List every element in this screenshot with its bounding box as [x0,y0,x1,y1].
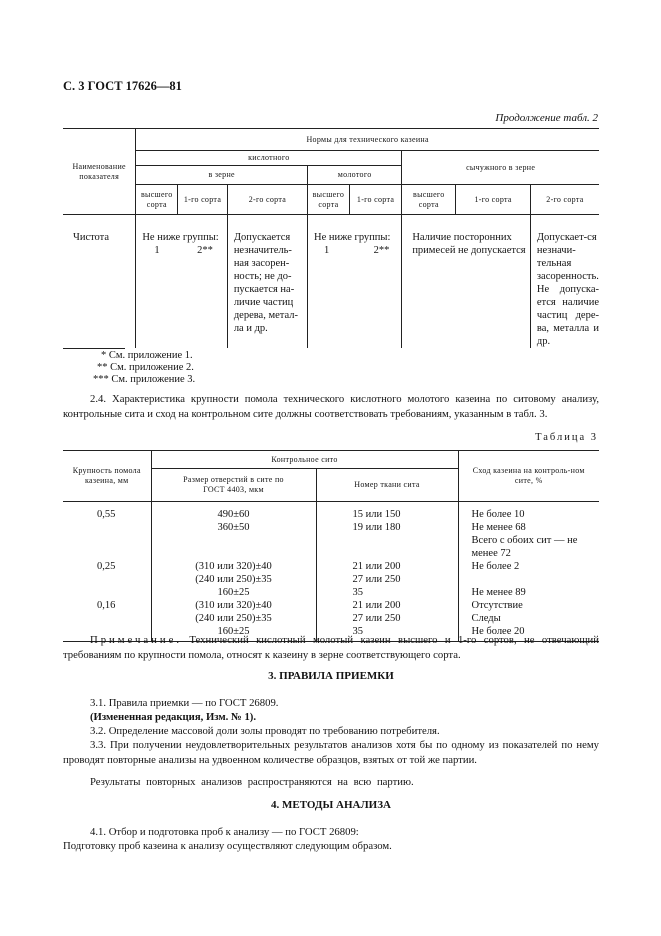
grade-2-header: 2-го сорта [530,185,599,215]
group-1: 1 [324,245,330,256]
para-results: Результаты повторных анализов распространяются на всю партию. [90,776,414,788]
group-1: 1 [154,245,160,256]
table-3-label: Таблица 3 [535,432,598,443]
table-continuation-label: Продолжение табл. 2 [495,112,598,124]
page-header: С. 3 ГОСТ 17626—81 [63,79,182,93]
para-2-4: 2.4. Характеристика крупности помола технического кислотного молотого казеина по ситовому анализу, контрольные сита и сход на контрольном сите должны соответствовать требованиям, указанным в табл. 3. [63,393,599,420]
norms-header: Нормы для технического казеина [136,129,599,151]
ground-header: молотого [308,166,402,185]
col-residue-header: Сход казеина на контроль-ном сите, % [458,451,599,502]
footnote-2: ** См. приложение 2. [97,362,194,373]
para-3-2: 3.2. Определение массовой доли золы проводят по требованию потребителя. [90,725,440,737]
para-change-note: (Измененная редакция, Изм. № 1). [90,711,257,723]
table-row: 0,55 490±60 360±50 15 или 150 19 или 180 Не более 10 Не менее 68 Всего с обоих сит — не менее 72 [63,502,599,561]
table-2 [63,128,599,348]
rennet-header: сычужного в зерне [402,151,599,185]
table-row: 0,16 (310 или 320)±40 (240 или 250)±35 160±25 21 или 200 27 или 250 35 Отсутствие Следы Не более 20 [63,599,599,642]
rennet-grade2: Допускает-ся незначи-тельная засоренность. Не допуска-ется наличие частиц дере-ва, металла и др. [530,215,599,349]
para-3-1: 3.1. Правила приемки — по ГОСТ 26809. [90,697,279,709]
table-row: 0,25 (310 или 320)±40 (240 или 250)±35 160±25 21 или 200 27 или 250 35 Не более 2 Не менее 89 [63,560,599,599]
grade-1-header: 1-го сорта [349,185,401,215]
acid-grain-groups: Не ниже группы: 1 2** [136,215,227,349]
grade-2-header: 2-го сорта [227,185,307,215]
control-sieve-header: Контрольное сито [151,451,458,469]
section-3-title: 3. ПРАВИЛА ПРИЕМКИ [268,670,394,682]
grain-header: в зерне [136,166,308,185]
table-3-note: Примечание. Технический кислотный молотый казеин высшего и 1-го сортов, не отвечающий требованиям по крупности помола, относят к казеину в зерне соответствующего сорта. [63,634,599,661]
para-4-1: 4.1. Отбор и подготовка проб к анализу — по ГОСТ 26809: [90,826,359,838]
col-size-header: Крупность помола казеина, мм [63,451,151,502]
col-mesh-header: Номер ткани сита [316,469,458,502]
grade-top-header: высшего сорта [308,185,350,215]
grade-1-header: 1-го сорта [456,185,531,215]
grade-top-header: высшего сорта [402,185,456,215]
table-3 [63,450,599,642]
grade-top-header: высшего сорта [136,185,178,215]
group-2: 2** [373,245,390,256]
rennet-top-1: Наличие посторонних примесей не допускается [402,215,531,349]
row-name: Чистота [73,232,110,243]
acid-grain-grade2: Допускается незначитель-ная засорен-ность; не до-пускается на-личие частиц дерева, метал-ла и др. [233,232,298,334]
footnote-3: *** См. приложение 3. [93,374,196,385]
section-4-title: 4. МЕТОДЫ АНАЛИЗА [271,799,391,811]
footnote-separator [63,348,125,349]
para-prep: Подготовку проб казеина к анализу осуществляют следующим образом. [63,840,392,852]
group-2: 2** [197,245,213,256]
grade-1-header: 1-го сорта [178,185,228,215]
footnote-1: * См. приложение 1. [101,350,193,361]
acid-header: кислотного [136,151,402,166]
col-name-header: Наименование показателя [63,129,136,215]
col-holes-header: Размер отверстий в сите по ГОСТ 4403, мкм [151,469,316,502]
acid-ground-groups: Не ниже группы: 1 2** [308,215,402,349]
para-3-3: 3.3. При получении неудовлетворительных результатов анализов хотя бы по одному из показателей по нему проводят повторные анализы на удвоенном количестве образцов, взятых от той же партии. [63,739,599,766]
